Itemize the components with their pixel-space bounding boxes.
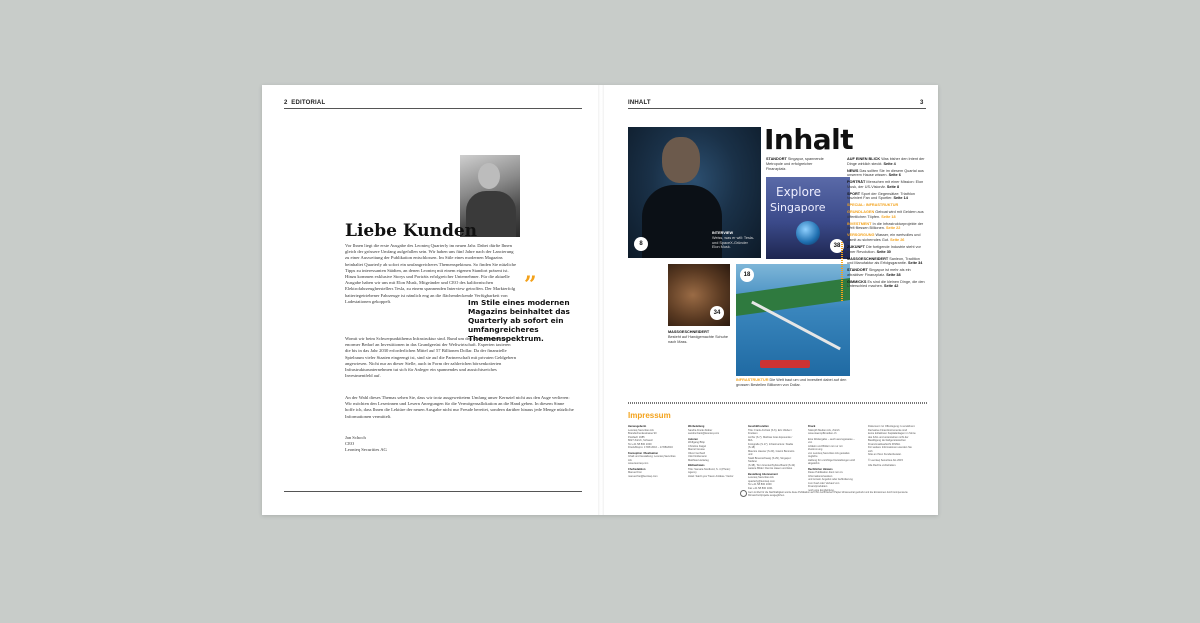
impressum-line: 8027 Zürich, Schweiz	[628, 439, 653, 442]
impressum-line: Leonteq Securities AG	[748, 476, 774, 479]
pullquote: Im Stile eines modernen Magazins beinhaltet das Quarterly ab sofort ein umfangreicheres Themenspektrum.	[468, 298, 570, 343]
interview-caption	[712, 231, 756, 250]
toc-item-page: Seite 22	[885, 226, 901, 231]
toc-item	[847, 268, 927, 277]
toc-item-text: Sanleon, Tradition und Manufaktur als Erfolgsgarantie.	[847, 256, 920, 266]
impressum-line: Christine Faigel	[688, 444, 707, 448]
explore-singapore-photo	[766, 177, 850, 259]
toc-item-label: VERSORGUNG	[847, 233, 875, 238]
toc-item-page: Seite 26	[890, 238, 905, 243]
impressum-line: www.leonteq.com	[628, 462, 649, 465]
right-page-number: 3	[920, 100, 924, 106]
toc-item-label: NEWS	[847, 168, 859, 173]
toc-item-label: AUF EINEN BLICK	[847, 157, 881, 161]
singapore-text: Singapore	[770, 201, 826, 214]
footer-note: Gern ist Ziel für die Nachhaltigkeit wurde diese Publikation auf FSC-zertifiziertem Papier klimaneutral gedruckt und die Emissionen durch kompensierte Klimaschutzprojekte ausgeglichen.	[748, 491, 908, 497]
impressum-heading: Bildnachweis	[688, 464, 705, 467]
toc-item	[847, 280, 927, 289]
impressum-line: Maurice Hauner (S.23), Gianni Bennetto und	[748, 449, 795, 456]
impressum-line: Inhalt und Gestaltung: Leonteq Securities AG	[628, 455, 676, 462]
standort-caption	[766, 157, 824, 171]
toc-item-text: Singapur ist mehr als ein attraktiver Finanzplatz.	[847, 268, 911, 277]
right-header-rule	[628, 108, 926, 109]
impressum-line: Finanzmarktaufsicht FINMA.	[868, 442, 901, 446]
explore-text: Explore	[776, 185, 822, 199]
impressum-line: des KAG und unterstehen nicht der	[868, 435, 909, 439]
recycle-icon	[740, 490, 747, 497]
impressum-line: Hotel: Said Lyca Traum Antikas / Vector	[688, 474, 734, 478]
impressum-line: Wolfgang Blöp	[688, 441, 705, 444]
special-section-bar	[841, 242, 843, 302]
infrastruktur-caption-text: Die Welt baut um und investiert dabei auf den grossen Bestellen Billionen von Dollar.	[736, 378, 847, 387]
toc-item	[847, 203, 927, 208]
toc-item-page: Seite 6	[888, 173, 901, 178]
toc-item-text: Es sind die kleinen Dinge, die den Unterschied machen.	[847, 279, 925, 289]
impressum-line: Alle Rechte vorbehalten.	[868, 464, 897, 467]
impressum-heading: Bestellung Abonnement	[748, 472, 778, 476]
toc-item	[847, 222, 927, 231]
impressum-column	[688, 425, 736, 480]
impressum-line: Derivative Finanzinstrumente sind	[868, 428, 908, 432]
impressum-line: Artikeln und Bildern ist nur mit Zustimmung	[808, 444, 843, 451]
toc-item-label: SPECIAL: INFRASTRUKTUR	[847, 203, 899, 208]
impressum-line: Oliver Gerhard	[688, 451, 706, 455]
toc-item-text: Sport der Gegensätze: Triathlon fasziniert Fan und Sportler.	[847, 191, 915, 201]
impressum-line: sandra.frank@leonteq.com	[688, 432, 720, 435]
impressum-line: Manuel Frei	[628, 471, 642, 474]
impressum-line: abgelehnt.	[808, 462, 821, 465]
contents-title: Inhalt	[764, 123, 854, 156]
impressum-line: Druck/Repro: 17/08 2016 – 17/08/2016	[628, 446, 673, 449]
impressum-line: Haftung für unrichtige Darstellungen wird	[808, 458, 856, 462]
impressum-heading: Druck	[808, 425, 816, 428]
massgeschneidert-caption	[668, 330, 730, 344]
impressum-column	[748, 425, 796, 494]
impressum-heading: Autoren	[688, 437, 698, 441]
impressum-line: Fax +41 58 800 1001	[748, 486, 773, 490]
impressum-line: Brandschenkestrasse 90	[628, 432, 657, 435]
signature-role: CEO	[345, 441, 355, 447]
impressum-line: Title: Samara Nordlund, S. 4 (Photo): Agency	[688, 467, 731, 474]
impressum-line: Marcel Gresse	[688, 448, 705, 451]
toc-item-page: Seite 30	[876, 249, 891, 254]
toc-item-label: ZUKUNFT	[847, 245, 865, 250]
impressum-heading: Werbeleitung	[688, 425, 705, 428]
impressum-divider	[628, 402, 928, 404]
impressum-line: Postfach 1685	[628, 435, 645, 439]
interview-photo	[628, 127, 761, 258]
toc-item	[847, 180, 927, 189]
right-section-label: INHALT	[628, 100, 651, 106]
impressum-line: Stämpfli Medien AG, Zürich	[808, 428, 840, 432]
toc-item-text: Menschen mit einer Mission: Elon Musk, der US-Visionär.	[847, 180, 924, 189]
left-footer-rule	[284, 491, 582, 492]
impressum-line: Stadt Braunschweig (S.29), Singapur: Stefano	[748, 456, 792, 463]
impressum-title: Impressum	[628, 411, 671, 420]
toc-item-label: PORTRÄT	[847, 180, 866, 185]
globe-icon	[796, 221, 820, 245]
impressum-line: www.staempflimedien.ch	[808, 432, 837, 435]
impressum-line: Fotografie (S.17), Infrastructure: Stadia (S.18)	[748, 442, 793, 449]
impressum-line: (S.38), Tom Greniso/Sybica Board (S.42)	[748, 463, 796, 467]
left-section-label: EDITORIAL	[291, 100, 326, 106]
toc-item-page: Seite 34	[908, 261, 923, 266]
impressum-line: Tel +41 58 800 1000	[748, 483, 772, 486]
standort-caption-label: STANDORT	[766, 157, 787, 161]
toc-item-label: GIMMICKS	[847, 279, 867, 284]
impressum-line: Diese Publikation dient rein zu Informationszwecken	[808, 471, 843, 478]
quote-mark-icon: ”	[524, 272, 537, 298]
table-of-contents	[847, 157, 927, 291]
interview-caption-label: INTERVIEW	[712, 231, 734, 235]
impressum-line: von Leonteq Securities AG gestattet. Jegliche	[808, 451, 851, 458]
impressum-line: Eine Weitergabe – auch auszugsweise – von	[808, 437, 855, 444]
impressum-line: keine kollektiven Kapitalanlagen im Sinne	[868, 432, 916, 435]
toc-item	[847, 257, 927, 266]
toc-item-label: GRUNDLAGEN	[847, 210, 875, 215]
impressum-line: Title: Frank Archiek (S.6), Eric Weber / Franken	[748, 428, 793, 435]
impressum-line: Archiv (S.7), Mathias Gras Eposunde / MiA	[748, 435, 793, 442]
impressum-column	[628, 425, 676, 480]
toc-item-text: Die fortigende Industrie steht vor einer Revolution.	[847, 245, 921, 254]
badge-page-38: 38	[830, 239, 844, 253]
toc-item-label: MASSGESCHNEIDERT	[847, 256, 889, 261]
impressum-column	[808, 425, 856, 494]
interview-caption-text: Weiss, was er will: Tesla- und SpaceX-Gründer Elon Musk.	[712, 235, 755, 250]
toc-item-page: Seite 42	[883, 284, 899, 289]
impressum-line: noch eine Empfehlung.	[808, 488, 835, 492]
toc-item-text: Geboat wird mit Geldern aus öffentlichen Töpfen.	[847, 210, 924, 219]
toc-item-label: STANDORT	[847, 268, 868, 273]
impressum-line: Bewilligung der Eidgenössischen	[868, 439, 906, 442]
editorial-paragraph-3: An der Wahl dieses Themas sehen Sie, dass wir trotz ausgeweitetem Umfang unser Kernziel nicht aus den Auge verlieren: Wir möchten den Leserinnen und Lesern Anregungen für die Vermögensallokation an die Hand geben. In diesem Sinne hoffe ich, dass Ihnen die Lektüre der neuen Ausgabe nicht nur Freude bereitet, sondern darüber hinaus jede Menge nützliche Informationen vermittelt.	[345, 395, 574, 419]
toc-item-page: Seite 38	[886, 272, 901, 277]
signature-block	[345, 435, 387, 454]
massgeschneidert-caption-text: Besteht auf Handgemachte Schuhe nach Mass.	[668, 334, 728, 344]
infrastructure-aerial-photo	[736, 264, 850, 376]
impressum-line: Für weitere Informationen wenden Sie sich	[868, 446, 912, 453]
toc-item-text: Das sollten Sie im diesem Quartal aus unserem Hause wissen.	[847, 168, 924, 178]
impressum-heading: Chefredaktion	[628, 467, 646, 471]
massgeschneidert-caption-label: MASSGESCHNEIDERT	[668, 330, 710, 334]
impressum-line: Leonteq Securities AG	[628, 428, 654, 432]
impressum-heading: Rechtlicher Hinweis	[808, 467, 833, 471]
toc-item-label: SPORT	[847, 191, 861, 196]
signature-company: Leonteq Securities AG	[345, 447, 387, 453]
toc-item-text: Was bisher den Intent der Dinge wirklich steckt.	[847, 157, 925, 166]
impressum-line: Sandra Frank-Stüber	[688, 428, 713, 432]
badge-page-34: 34	[710, 306, 724, 320]
editorial-paragraph-2: Womit wir beim Schwerpunktthema Infrastruktur sind. Rund um den Globus besteht ein enormer Bedarf an Investitionen in das Grundgerüst der Weltwirtschaft. Experten taxieren die bis in das Jahr 2030 erforderlichen Mittel auf 57 Billionen Dollar. Da der finanzielle Spielraum vieler Staaten eingeengt ist, sind sie auf die Partnerschaft mit privaten Geldgebern angewiesen. Nicht nur an dieser Stelle, auch in Form der zahlreichen börsenkotierten Infrastrukturunternehmen tut sich für Anleger ein spannendes und aussichtsreiches Investmentfeld auf.	[345, 336, 517, 379]
impressum-line: quarterly@leonteq.com	[748, 479, 775, 483]
toc-item-page: Seite 18	[881, 214, 896, 219]
editorial-title: Liebe Kunden	[345, 221, 478, 241]
toc-item-label: INVESTMENT	[847, 221, 872, 226]
impressum-line: manuel.frei@leonteq.com	[628, 474, 658, 478]
impressum-line: bitte an Ihren Kundenberater.	[868, 453, 902, 456]
toc-item	[847, 192, 927, 201]
impressum-line: © Leonteq Securities AG 2015	[868, 458, 903, 462]
impressum-heading: Geschäftsstellen	[748, 425, 769, 428]
impressum-line: weitere Bilder: Dennis Hasen und Eiss	[748, 467, 793, 470]
toc-item-text: Wasser, ein wertvolles und damit zu sicherndes Gut.	[847, 233, 921, 243]
standort-caption-text: Singapur, spannende Metropole und erfolgreicher Finanzplatz.	[766, 157, 824, 171]
signature-name: Jan Schoch	[345, 435, 366, 440]
infrastruktur-caption-label: INFRASTRUKTUR	[736, 378, 769, 382]
toc-item-page: Seite 8	[886, 184, 900, 189]
toc-item-page: Seite 4	[883, 161, 896, 166]
toc-item-text: In die Infrastrukturprojekte der Welt fliessen Billionen.	[847, 221, 924, 231]
impressum-heading: Konzeption / Realisation	[628, 451, 659, 455]
infrastruktur-caption	[736, 378, 850, 388]
shoemaker-photo	[668, 264, 730, 326]
toc-item	[847, 169, 927, 178]
impressum-line: zum Kauf oder Verkauf von Finanzprodukten	[808, 481, 840, 488]
magazine-spread	[262, 85, 938, 515]
impressum-line: Tel +41 58 800 1000	[628, 442, 652, 446]
impressum-line: und ist kein Angebot oder Aufforderung	[808, 478, 853, 481]
left-header-rule	[284, 108, 582, 109]
toc-item	[847, 210, 927, 219]
left-page-header	[284, 100, 325, 106]
toc-item	[847, 157, 927, 166]
impressum-line: Dokument zur Offenlegung zu erwähnen:	[868, 425, 916, 428]
editorial-paragraph-1: Vor Ihnen liegt die erste Ausgabe des Leonteq Quarterly im neuen Jahr. Dabei dürfte Ihnen gleich der grössere Umfang aufgefallen sein. Wir haben uns fünf Jahre nach der Lancierung zu einer Ausweitung der Publikation entschlossen. Im Stile eines modernen Magazins beinhaltet Quarterly ab sofort ein umfangreicheres Themenspektrum. So finden Sie nützliche Tipps zu interessanten Städten, an denen Leonteq mit einem eigenen Standort präsent ist. Hinzu kommen exklusive Storys und Porträts erfolgreicher Unternehmer. Für die aktuelle Ausgabe haben wir uns mit Elon Musk, Mitgründer und CEO des kalifornischen Elektrofahrzeugherstellers Tesla, zu einem spannenden Interview getroffen. Der Markterfolg batteriegetriebener Fahrzeuge ist nämlich eng an die flächendeckende Verfügbarkeit von Ladestationen gekoppelt.	[345, 243, 516, 304]
toc-item-page: Seite 14	[893, 196, 908, 201]
impressum-heading: Herausgeberin	[628, 425, 647, 428]
badge-page-18: 18	[740, 268, 754, 282]
left-page-number: 2	[284, 100, 288, 106]
badge-page-8: 8	[634, 237, 648, 251]
impressum-line: Matthias Hartwieg	[688, 458, 709, 462]
toc-item	[847, 245, 927, 254]
spine-gutter	[598, 85, 604, 515]
impressum-column	[868, 425, 916, 470]
impressum-line: Udo Finklemann	[688, 455, 707, 458]
toc-item	[847, 233, 927, 242]
